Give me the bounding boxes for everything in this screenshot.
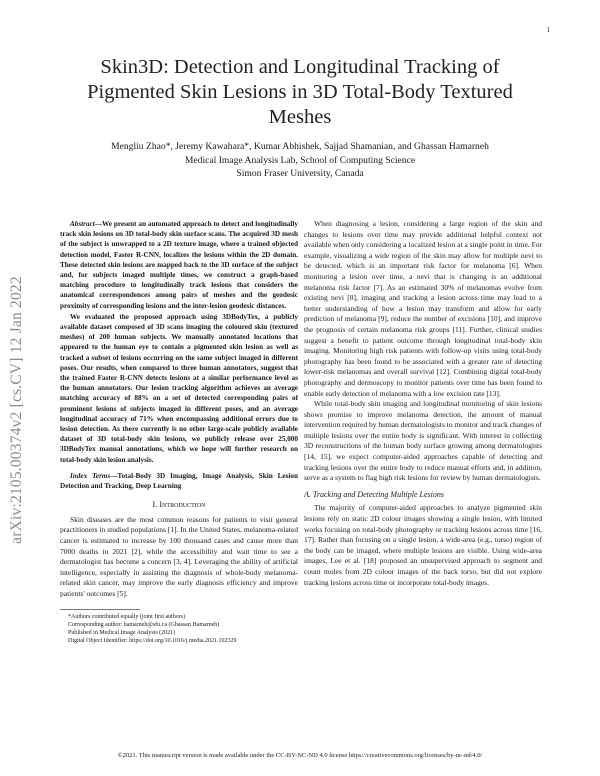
left-column [60,219,298,645]
footnote-rule [60,609,140,610]
footnotes [60,613,298,646]
abstract-lead: Abstract [70,220,95,228]
abstract-text-1: —We present an automated approach to detect and longitudinally track skin lesions on 3D total-body skin surface scans. The acquired 3D mesh of the subject is unwrapped to a 2D texture image, where a trained objected detection model, Faster R-CNN, localizes the lesions within the 2D domain. These detected skin lesions are mapped back to the 3D surface of the subject and, for subjects imaged multiple times, we construct a graph-based matching procedure to longitudinally track lesions that considers the anatomical correspondences among pairs of meshes and the geodesic proximity of corresponding lesions and the inter-lesion geodesic distances. [60,220,298,310]
right-paragraph-3: The majority of computer-aided approaches to analyze pigmented skin lesions rely on static 2D colour images showing a single lesion, with limited works focusing on total-body photography or tracking lesions across time [16, 17]. Rather than focusing on a single lesion, a wide-area (e.g., torso) region of the body can be imaged, where multiple lesions are visible. Using wide-area images, Lee et al. [18] proposed an unsupervised approach to segment and count moles from 2D colour images of the back torso, but did not explore tracking lesions across time or incorporate total-body images. [304,503,542,587]
footnote-corresponding-author: Corresponding author: hamarneh@sfu.ca (Ghassan Hamarneh) [68,621,220,628]
intro-paragraph-1: Skin diseases are the most common reasons for patients to visit general practitioners in studied populations [1]. In the United States, melanoma-related cancer is estimated to increase by 100 thousand cases and cause more than 7000 deaths in 2021 [2], while the accessibility and wait time to see a dermatologist has become a concern [3, 4]. Leveraging the ability of artificial intelligence, especially in assisting the diagnosis of whole-body melanoma-related skin cancer, may improve the early diagnosis efficiency and improve patients' outcomes [5]. [60,514,298,599]
footnote-equal-contribution: *Authors contributed equally (joint first authors) [68,613,186,620]
author-university: Simon Fraser University, Canada [236,168,364,179]
author-names: Mengliu Zhao*, Jeremy Kawahara*, Kumar Abhishek, Sajjad Shamanian, and Ghassan Hamarneh [111,141,489,152]
footnote-published: Published in Medical Image Analysis (2021) [68,630,176,637]
abstract-paragraph-2: We evaluated the proposed approach using 3DBodyTex, a publicly available dataset composed of 3D scans imaging the coloured skin (textured meshes) of 200 human subjects. We manually annotated locations that appeared to the human eye to contain a pigmented skin lesion as well as tracked a subset of lesions occurring on the same subject imaged in different poses. Our results, when compared to three human annotators, suggest that the trained Faster R-CNN detects lesions at a similar performance level as the human annotators. Our lesion tracking algorithm achieves an average matching accuracy of 88% on a set of detected corresponding pairs of prominent lesions of subjects imaged in different poses, and an average longitudinal accuracy of 71% when encompassing additional errors due to lesion detection. As there currently is no other large-scale publicly available dataset of 3D total-body skin lesions, we publicly release over 25,000 3DBodyTex manual annotations, which we hope will further research on total-body skin lesion analysis. [60,312,298,464]
author-block [40,140,560,181]
page-number: 1 [546,26,550,34]
footnote-doi: Digital Object Identifier: https://doi.org/10.1016/j.media.2021.102329 [68,638,237,645]
index-terms-text: —Total-Body 3D Imaging, Image Analysis, Skin Lesion Detection and Tracking, Deep Learning [60,471,299,491]
index-terms [60,471,298,491]
abstract-paragraph-1 [60,219,298,311]
license-footer: ©2021. This manuscript version is made available under the CC-BY-NC-ND 4.0 license https://creativecommons.org/licenses/by-nc-nd/4.0/ [117,752,483,759]
index-terms-lead: Index Terms [70,471,111,480]
right-column [304,219,542,588]
arxiv-sidebar [0,200,34,620]
right-paragraph-2: While total-body skin imaging and longitudinal monitoring of skin lesions shows promise to improve melanoma detection, the amount of manual intervention required by human dermatologists to monitor and track changes of multiple lesions over the entire body is significant. With interest in collecting 3D reconstructions of the human body surface growing among dermatologists [14, 15], we expect computer-aided approaches capable of detecting and tracking lesions over the entire body to reduce manual efforts and, in addition, serve as a system to flag high risk lesions for review by human dermatologists. [304,399,542,483]
section-heading-introduction: I. Introduction [152,500,206,510]
right-paragraph-1: When diagnosing a lesion, considering a large region of the skin and changes to lesions over time may provide additional helpful context not available when only considering a localized lesion at a single point in time. For example, visualizing a wide region of the skin may allow for multiple nevi to be detected, which is an important risk factor for melanoma [6]. When monitoring a lesion over time, a nevi that is changing is an additional melanoma risk factor [7]. As an estimated 30% of melanomas evolve from existing nevi [8], imaging and tracking a lesion across time may lead to a better understanding of how a lesion may transform and allow for early prediction of melanoma [9], reduce the number of excisions [10], and improve the prognosis of certain melanoma risk groups [11]. Further, clinical studies suggest a benefit to patient outcome through longitudinal total-body skin imaging. Monitoring high risk patients with follow-up visits using total-body photography has been found to be associated with a greater rate of detecting lower-risk melanomas and overall survival [12]. Combining digital total-body photography and dermoscopy to monitor patients over time has been found to enable early detection of melanoma with a low excision rate [13]. [304,219,542,398]
author-lab: Medical Image Analysis Lab, School of Computing Science [184,154,416,166]
arxiv-stamp: arXiv:2105.00374v2 [cs.CV] 12 Jan 2022 [8,276,25,544]
subsection-heading-tracking: A. Tracking and Detecting Multiple Lesions [304,489,444,499]
paper-title: Skin3D: Detection and Longitudinal Tracking of Pigmented Skin Lesions in 3D Total-Body Textured Meshes [87,56,513,128]
